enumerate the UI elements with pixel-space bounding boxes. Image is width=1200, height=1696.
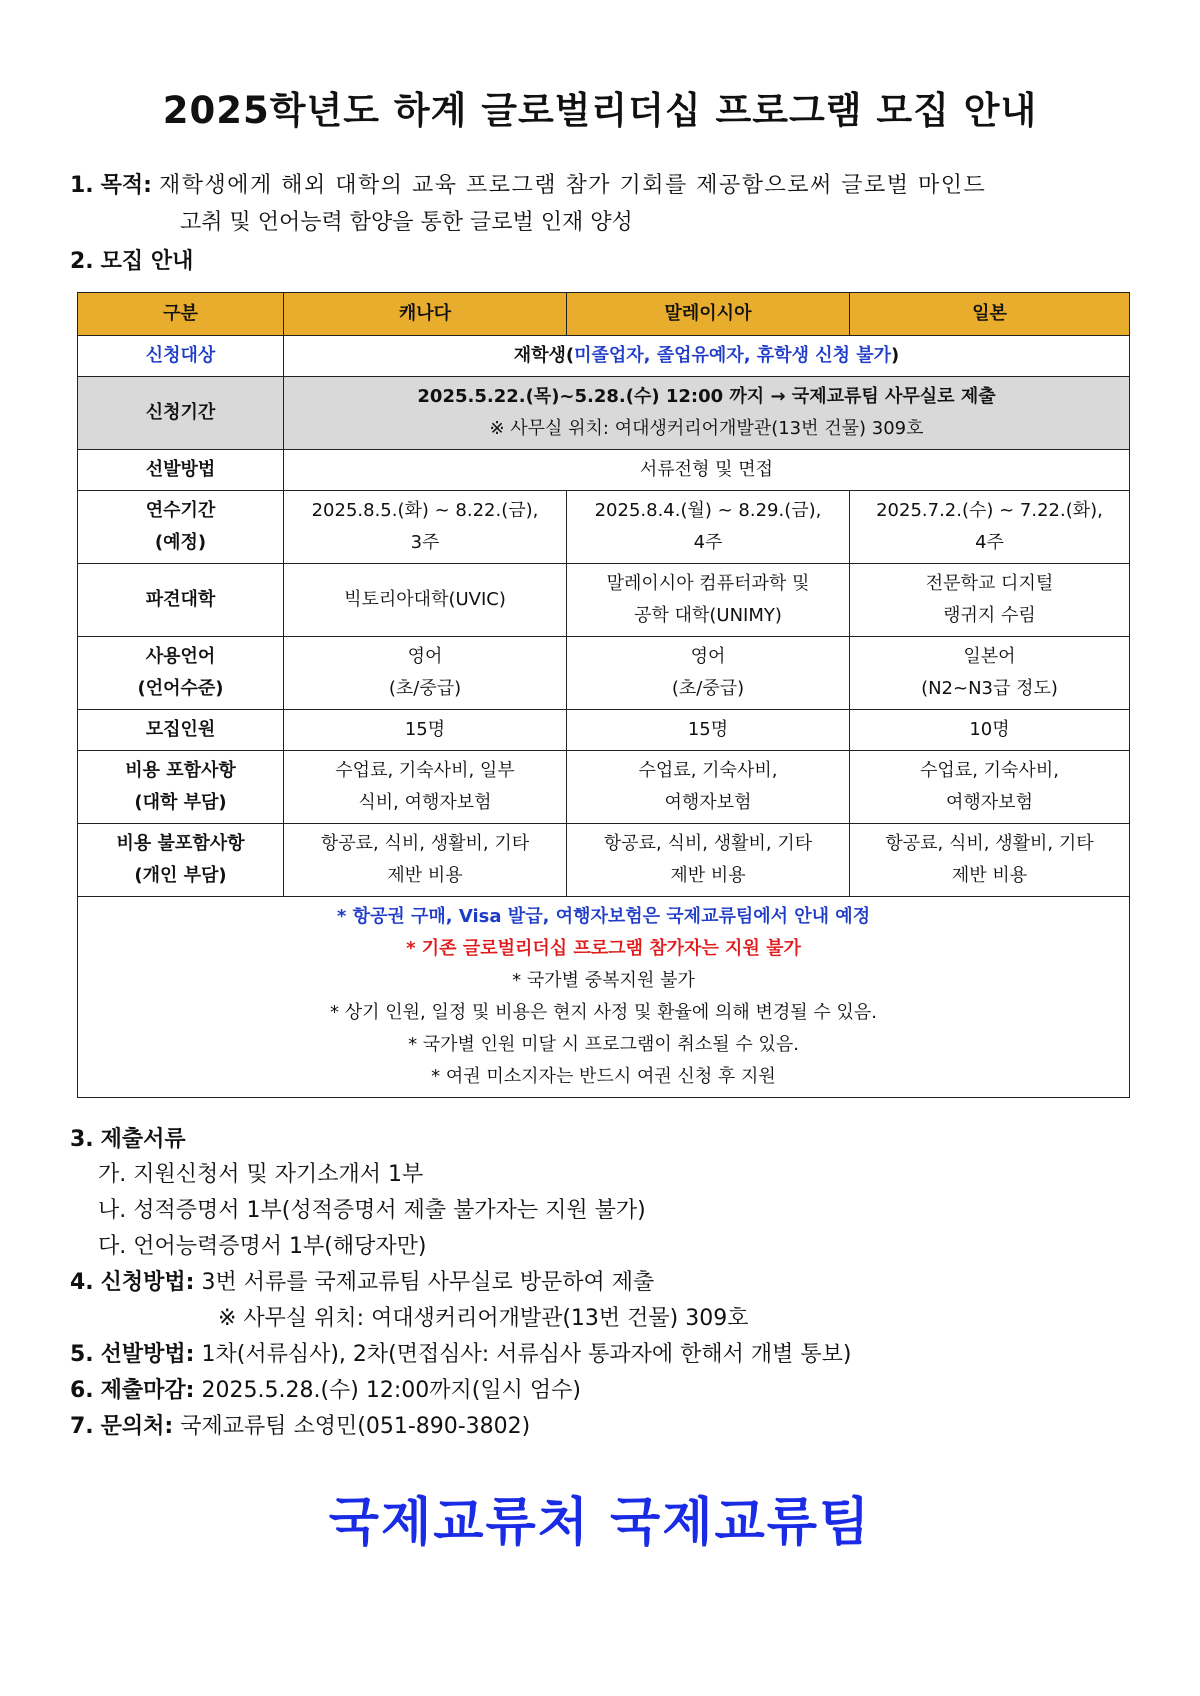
included-japan-l2: 여행자보험: [946, 792, 1033, 813]
training-japan-l2: 4주: [975, 532, 1004, 553]
excluded-japan-l1: 항공료, 식비, 생활비, 기타: [885, 833, 1094, 854]
value-target: [284, 336, 1130, 377]
university-malaysia-l1: 말레이시아 컴퓨터과학 및: [606, 573, 810, 594]
header-category: 구분: [78, 293, 284, 336]
excluded-japan-l2: 제반 비용: [951, 865, 1028, 886]
university-canada: [284, 564, 567, 637]
label-language: [78, 637, 284, 710]
selection-num: 5.: [70, 1342, 94, 1367]
footer-department: 국제교류처 국제교류팀: [328, 1493, 872, 1553]
recruit-heading: [70, 244, 193, 280]
period-line2: ※ 사무실 위치: 여대생커리어개발관(13번 건물) 309호: [489, 418, 924, 439]
training-japan: [850, 491, 1130, 564]
deadline-num: 6.: [70, 1378, 94, 1403]
documents-heading: [70, 1122, 186, 1158]
notes-cell: [78, 897, 1130, 1098]
note-item: * 국가별 중복지원 불가: [512, 970, 695, 991]
selection-line: [70, 1337, 851, 1373]
contact-text: 국제교류팀 소영민(051-890-3802): [180, 1414, 531, 1439]
purpose-label: 목적:: [100, 173, 152, 198]
note-item: * 국가별 인원 미달 시 프로그램이 취소될 수 있음.: [408, 1034, 799, 1055]
included-malaysia: [567, 751, 850, 824]
included-canada-l2: 식비, 여행자보험: [358, 792, 492, 813]
row-included: [78, 751, 1130, 824]
row-excluded: [78, 824, 1130, 897]
capacity-canada: 15명: [284, 710, 567, 751]
label-target: 신청대상: [78, 336, 284, 377]
training-canada-l2: 3주: [410, 532, 440, 553]
contact-num: 7.: [70, 1414, 94, 1439]
label-capacity: 모집인원: [78, 710, 284, 751]
university-malaysia: [567, 564, 850, 637]
method-line2: ※ 사무실 위치: 여대생커리어개발관(13번 건물) 309호: [218, 1306, 749, 1331]
method-num: 4.: [70, 1270, 94, 1295]
included-canada-l1: 수업료, 기숙사비, 일부: [335, 760, 515, 781]
excluded-label2: (개인 부담): [134, 865, 227, 886]
capacity-japan: 10명: [850, 710, 1130, 751]
row-capacity: [78, 710, 1130, 751]
included-malaysia-l1: 수업료, 기숙사비,: [638, 760, 778, 781]
language-label2: (언어수준): [137, 678, 224, 699]
row-period: [78, 377, 1130, 450]
deadline-line: [70, 1373, 581, 1409]
documents-label: 제출서류: [100, 1127, 186, 1152]
purpose-line2: 고취 및 언어능력 함양을 통한 글로벌 인재 양성: [180, 210, 633, 235]
value-selection: 서류전형 및 면접: [284, 450, 1130, 491]
university-malaysia-l2: 공학 대학(UNIMY): [634, 605, 782, 626]
excluded-label1: 비용 불포함사항: [116, 833, 245, 854]
included-japan: [850, 751, 1130, 824]
header-canada: 캐나다: [284, 293, 567, 336]
language-canada-l1: 영어: [407, 646, 443, 667]
documents-num: 3.: [70, 1127, 94, 1152]
purpose-line1: [70, 168, 986, 204]
note-item: * 항공권 구매, Visa 발급, 여행자보험은 국제교류팀에서 안내 예정: [336, 906, 871, 927]
training-label2: (예정): [154, 532, 207, 553]
note-item: * 상기 인원, 일정 및 비용은 현지 사정 및 환율에 의해 변경될 수 있음.: [330, 1002, 877, 1023]
language-malaysia-l2: (초/중급): [671, 678, 745, 699]
target-note: 미졸업자, 졸업유예자, 휴학생 신청 불가: [574, 345, 892, 366]
language-japan: [850, 637, 1130, 710]
language-malaysia-l1: 영어: [690, 646, 726, 667]
language-japan-l2: (N2~N3급 정도): [921, 678, 1058, 699]
row-selection: [78, 450, 1130, 491]
period-line1: 2025.5.22.(목)~5.28.(수) 12:00 까지 → 국제교류팀 사무실로 제출: [417, 386, 996, 407]
language-label1: 사용언어: [145, 646, 216, 667]
table-header-row: [78, 293, 1130, 336]
university-japan-l1: 전문학교 디지털: [925, 573, 1054, 594]
recruit-label: 모집 안내: [100, 249, 194, 274]
deadline-label: 제출마감:: [100, 1378, 195, 1403]
university-canada-l1: 빅토리아대학(UVIC): [344, 589, 506, 610]
label-training: [78, 491, 284, 564]
row-training: [78, 491, 1130, 564]
page-title: 2025학년도 하계 글로벌리더십 프로그램 모집 안내: [162, 89, 1038, 132]
note-item: * 여권 미소지자는 반드시 여권 신청 후 지원: [431, 1066, 776, 1087]
excluded-japan: [850, 824, 1130, 897]
recruit-num: 2.: [70, 249, 94, 274]
language-malaysia: [567, 637, 850, 710]
label-excluded: [78, 824, 284, 897]
university-japan: [850, 564, 1130, 637]
contact-line: [70, 1409, 530, 1445]
row-university: [78, 564, 1130, 637]
note-item: * 기존 글로벌리더십 프로그램 참가자는 지원 불가: [406, 938, 801, 959]
target-main: 재학생(: [513, 345, 575, 366]
row-language: [78, 637, 1130, 710]
label-selection: 선발방법: [78, 450, 284, 491]
document-item: 나. 성적증명서 1부(성적증명서 제출 불가자는 지원 불가): [98, 1198, 646, 1223]
training-malaysia: [567, 491, 850, 564]
included-canada: [284, 751, 567, 824]
excluded-malaysia-l1: 항공료, 식비, 생활비, 기타: [603, 833, 813, 854]
document-item: 가. 지원신청서 및 자기소개서 1부: [98, 1162, 424, 1187]
training-malaysia-l1: 2025.8.4.(월) ~ 8.29.(금),: [594, 500, 822, 521]
contact-label: 문의처:: [100, 1414, 174, 1439]
row-target: [78, 336, 1130, 377]
language-canada: [284, 637, 567, 710]
excluded-malaysia-l2: 제반 비용: [670, 865, 746, 886]
value-period: [284, 377, 1130, 450]
target-end: ): [891, 345, 900, 366]
document-item: 다. 언어능력증명서 1부(해당자만): [98, 1234, 427, 1259]
recruit-table: [77, 292, 1130, 1098]
excluded-canada-l2: 제반 비용: [387, 865, 463, 886]
selection-label: 선발방법:: [100, 1342, 195, 1367]
included-label2: (대학 부담): [134, 792, 227, 813]
university-japan-l2: 랭귀지 수림: [943, 605, 1036, 626]
excluded-canada: [284, 824, 567, 897]
capacity-malaysia: 15명: [567, 710, 850, 751]
header-japan: 일본: [850, 293, 1130, 336]
label-university: 파견대학: [78, 564, 284, 637]
language-canada-l2: (초/중급): [388, 678, 462, 699]
training-japan-l1: 2025.7.2.(수) ~ 7.22.(화),: [876, 500, 1103, 521]
label-included: [78, 751, 284, 824]
selection-text: 1차(서류심사), 2차(면접심사: 서류심사 통과자에 한해서 개별 통보): [201, 1342, 852, 1367]
excluded-canada-l1: 항공료, 식비, 생활비, 기타: [320, 833, 530, 854]
included-malaysia-l2: 여행자보험: [664, 792, 752, 813]
training-canada: [284, 491, 567, 564]
method-label: 신청방법:: [100, 1270, 195, 1295]
training-canada-l1: 2025.8.5.(화) ~ 8.22.(금),: [311, 500, 539, 521]
header-malaysia: 말레이시아: [567, 293, 850, 336]
excluded-malaysia: [567, 824, 850, 897]
included-label1: 비용 포함사항: [125, 760, 236, 781]
language-japan-l1: 일본어: [963, 646, 1016, 667]
label-period: 신청기간: [78, 377, 284, 450]
purpose-num: 1.: [70, 173, 94, 198]
row-notes: [78, 897, 1130, 1098]
purpose-text: 재학생에게 해외 대학의 교육 프로그램 참가 기회를 제공함으로써 글로벌 마인드: [158, 173, 987, 198]
method-text: 3번 서류를 국제교류팀 사무실로 방문하여 제출: [201, 1270, 655, 1295]
training-label1: 연수기간: [145, 500, 216, 521]
training-malaysia-l2: 4주: [693, 532, 723, 553]
deadline-text: 2025.5.28.(수) 12:00까지(일시 엄수): [201, 1378, 581, 1403]
included-japan-l1: 수업료, 기숙사비,: [920, 760, 1059, 781]
method-line1: [70, 1265, 654, 1301]
